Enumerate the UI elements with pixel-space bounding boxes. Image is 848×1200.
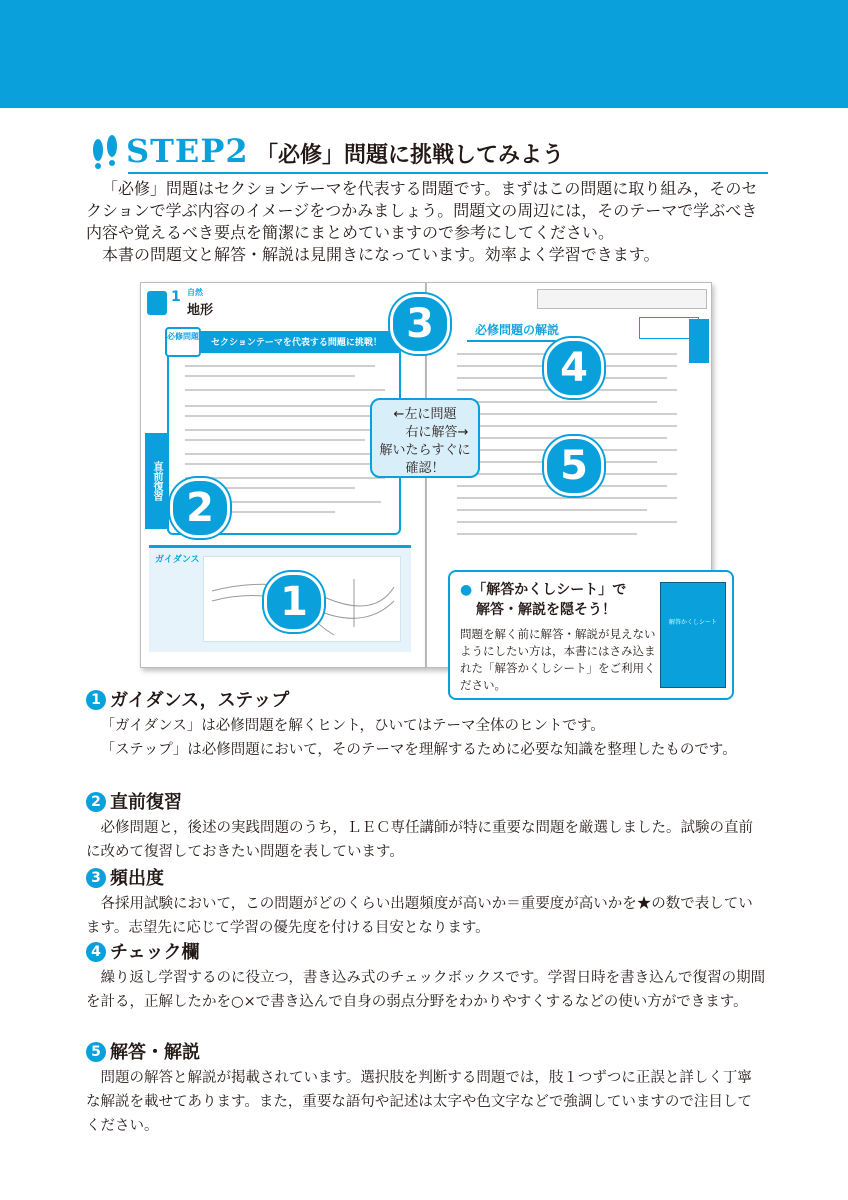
frequency-table <box>537 289 707 309</box>
review-side-tab: 直前復習 <box>145 433 167 529</box>
item-title: 直前復習 <box>110 792 182 813</box>
item-paragraph: 必修問題と，後述の実践問題のうち，ＬＥＣ専任講師が特に重要な問題を厳選しました。試験の直前に改めて復習しておきたい問題を表しています。 <box>86 820 753 860</box>
text-placeholder-line <box>457 509 647 511</box>
answer-sheet-title <box>460 580 626 620</box>
callout-number: 3 <box>390 294 450 354</box>
item-number: 2 <box>86 792 106 812</box>
section-subject: 自然 <box>187 288 203 297</box>
item-paragraph: 「ステップ」は必修問題において，そのテーマを理解するために必要な知識を整理したものです。 <box>100 742 737 758</box>
answer-sheet-callout <box>448 570 734 700</box>
step-header <box>88 130 768 174</box>
item-number: 1 <box>86 690 106 710</box>
item-heading <box>86 688 766 714</box>
explanation-item <box>86 1040 766 1138</box>
item-heading <box>86 1040 766 1066</box>
explanation-item <box>86 866 766 940</box>
text-placeholder-line <box>457 401 657 403</box>
text-placeholder-line <box>185 405 385 407</box>
bubble-line: 解いたらすぐに <box>379 443 471 458</box>
item-heading <box>86 940 766 966</box>
chapter-side-tab <box>689 319 709 363</box>
text-placeholder-line <box>457 497 677 499</box>
item-paragraph: 繰り返し学習するのに役立つ，書き込み式のチェックボックスです。学習日時を書き込んで復習の期間を計る，正解したかを○×で書き込んで自身の弱点分野をわかりやすくするなどの使い方ができます。 <box>86 970 766 1010</box>
callout-number: 1 <box>264 572 324 632</box>
item-heading <box>86 866 766 892</box>
text-placeholder-line <box>185 477 385 479</box>
step-title: 「必修」問題に挑戦してみよう <box>256 143 565 168</box>
item-paragraph: 各採用試験において，この問題がどのくらい出題頻度が高いか＝重要度が高いかを★の数で表しています。志望先に応じて学習の優先度を付ける目安となります。 <box>86 896 753 936</box>
item-title: チェック欄 <box>110 942 200 963</box>
item-heading <box>86 790 766 816</box>
callout-number: 5 <box>544 436 604 496</box>
item-number: 3 <box>86 868 106 888</box>
text-placeholder-line <box>185 463 375 465</box>
answer-sheet-image <box>660 582 726 688</box>
text-placeholder-line <box>185 375 355 377</box>
step-underline <box>128 172 768 174</box>
item-title: 頻出度 <box>110 868 164 889</box>
item-paragraph: 問題の解答と解説が掲載されています。選択肢を判断する問題では，肢１つずつに正誤と詳しく丁寧な解説を載せてあります。また，重要な語句や記述は太字や色文字などで強調していますので注目してください。 <box>86 1070 752 1134</box>
text-placeholder-line <box>185 389 385 391</box>
item-number: 4 <box>86 942 106 962</box>
item-title: ガイダンス，ステップ <box>110 690 290 711</box>
text-placeholder-line <box>185 365 375 367</box>
item-paragraph: 「ガイダンス」は必修問題を解くヒント，ひいてはテーマ全体のヒントです。 <box>100 718 605 734</box>
text-placeholder-line <box>185 439 365 441</box>
text-placeholder-line <box>457 533 637 535</box>
answer-sheet-description: 問題を解く前に解答・解説が見えないようにしたい方は，本書にはさみ込まれた「解答かくしシート」をご利用ください。 <box>460 627 656 692</box>
text-placeholder-line <box>457 425 677 427</box>
item-title: 解答・解説 <box>110 1042 200 1063</box>
intro-paragraph: 本書の問題文と解答・解説は見開きになっています。効率よく学習できます。 <box>102 245 660 264</box>
bubble-line: 確認！ <box>405 461 445 476</box>
callout-number: 2 <box>170 478 230 538</box>
explanation-item <box>86 790 766 864</box>
item-number: 5 <box>86 1042 106 1062</box>
answer-sheet-title-line: 「解答かくしシート」で <box>472 582 627 598</box>
footprint-icon <box>88 130 124 170</box>
explanation-heading: 必修問題の解説 <box>467 319 567 342</box>
text-placeholder-line <box>185 415 381 417</box>
explanation-item <box>86 940 766 1014</box>
section-number: 1 <box>171 289 181 305</box>
explanation-item <box>86 688 766 762</box>
must-problem-tag: 必修問題 <box>165 327 201 357</box>
bubble-line: 右に解答→ <box>405 425 469 440</box>
guidance-label: ガイダンス <box>155 555 200 565</box>
bubble-line: ←左に問題 <box>393 407 457 422</box>
text-placeholder-line <box>457 521 677 523</box>
step-label: STEP2 <box>126 132 249 170</box>
chapter-badge <box>147 291 167 315</box>
section-title: 地形 <box>187 303 214 318</box>
bullet-icon: ● <box>460 582 473 598</box>
intro-paragraph: 「必修」問題はセクションテーマを代表する問題です。まずはこの問題に取り組み，そのセクションで学ぶ内容のイメージをつかみましょう。問題文の周辺には，そのテーマで学ぶべき内容や覚えるべき要点を簡潔にまとめていますので参考にしてください。 <box>86 179 758 242</box>
must-problem-banner: セクションテーマを代表する問題に挑戦！ <box>169 333 399 353</box>
text-placeholder-line <box>185 453 385 455</box>
intro-text <box>86 178 766 266</box>
text-placeholder-line <box>185 429 385 431</box>
top-color-band <box>0 0 848 108</box>
answer-sheet-image-title: 解答かくしシート <box>668 619 717 626</box>
text-placeholder-line <box>457 413 677 415</box>
sample-spread-figure <box>140 282 717 692</box>
spread-hint-bubble <box>370 398 480 478</box>
callout-number: 4 <box>544 338 604 398</box>
answer-sheet-title-line: 解答・解説を隠そう！ <box>476 602 616 618</box>
